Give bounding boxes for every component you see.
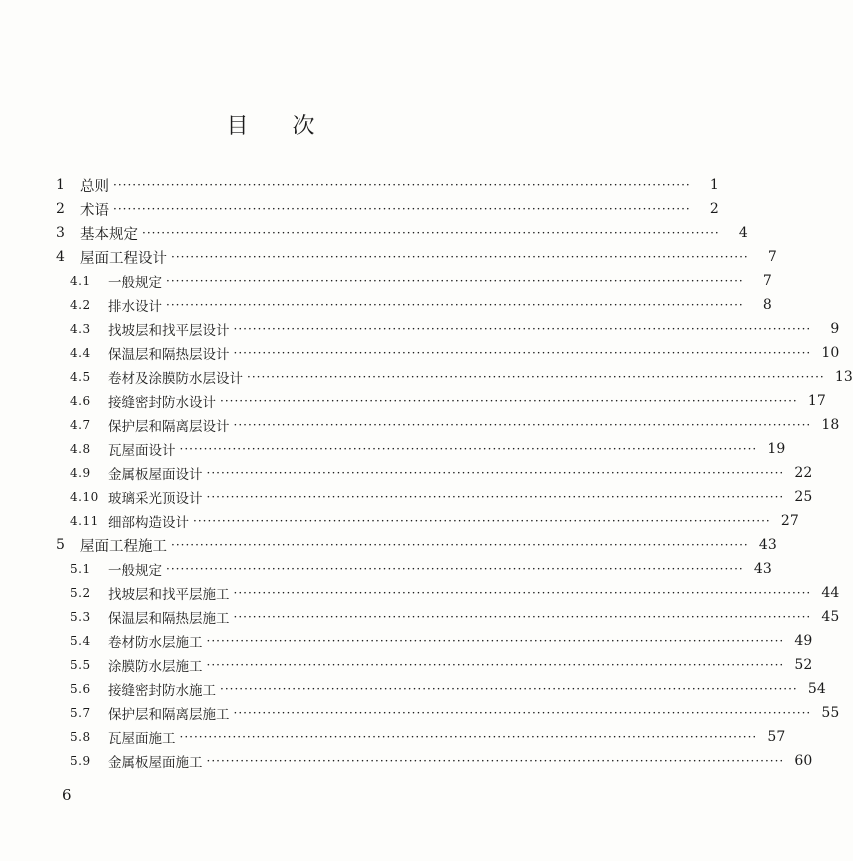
toc-entry [0,198,719,220]
toc-entry-label: 一般规定 [108,275,162,291]
toc-entry-page: 13 [834,369,853,385]
toc-leader-dots: ························································································································ [220,394,798,408]
title-char-1: 目 [226,114,249,139]
toc-entry-number: 5.7 [70,706,91,720]
toc-leader-dots: ························································································································ [206,490,785,504]
toc-entry-page: 27 [780,513,799,529]
toc-entry-number: 4.1 [70,274,91,288]
toc-leader-dots: ························································································································ [113,202,691,216]
toc-entry-page: 9 [830,321,840,337]
toc-entry [0,582,840,604]
toc-leader-dots: ························································································································ [179,442,758,456]
toc-entry-page: 57 [767,729,786,745]
toc-entry-number: 5.9 [70,754,91,768]
toc-leader-dots: ························································································································ [206,634,785,648]
toc-entry-page: 19 [767,441,786,457]
toc-entry-number: 4 [56,249,65,265]
toc-entry-label: 保温层和隔热层施工 [108,611,230,627]
toc-entry-number: 5.4 [70,634,91,648]
toc-entry-number: 5.3 [70,610,91,624]
toc-leader-dots: ························································································································ [233,418,812,432]
toc-entry-label: 细部构造设计 [108,515,189,531]
toc-entry-number: 5.1 [70,562,91,576]
toc-entry-number: 4.10 [70,490,99,504]
toc-leader-dots: ························································································································ [193,514,771,528]
toc-entry-label: 金属板屋面设计 [108,467,203,483]
toc-entry-label: 一般规定 [108,563,162,579]
toc-entry-label: 找坡层和找平层设计 [108,323,230,339]
toc-entry-page: 8 [762,297,772,313]
toc-entry [0,414,840,436]
toc-entry [0,510,799,532]
toc-entry-number: 5.8 [70,730,91,744]
toc-entry [0,726,786,748]
toc-leader-dots: ························································································································ [206,466,785,480]
toc-leader-dots: ························································································································ [247,370,825,384]
toc-entry-page: 1 [709,177,719,193]
toc-entry-number: 5.6 [70,682,91,696]
toc-entry [0,174,719,196]
toc-entry-number: 1 [56,177,65,193]
toc-entry [0,630,813,652]
toc-entry-label: 术语 [80,202,109,219]
toc-entry [0,438,786,460]
toc-entry-label: 玻璃采光顶设计 [108,491,203,507]
toc-entry-label: 瓦屋面设计 [108,443,176,459]
toc-entry-number: 4.11 [70,514,99,528]
toc-entry [0,318,840,340]
toc-entry-number: 3 [56,225,65,241]
toc-entry-number: 4.8 [70,442,91,456]
toc-entry-label: 排水设计 [108,299,162,315]
toc-entry [0,654,813,676]
toc-leader-dots: ························································································································ [233,610,812,624]
toc-entry [0,342,840,364]
toc-entry [0,558,772,580]
toc-entry-number: 4.2 [70,298,91,312]
toc-entry [0,486,813,508]
toc-entry-number: 2 [56,201,65,217]
toc-leader-dots: ························································································································ [179,730,758,744]
toc-leader-dots: ························································································································ [233,322,812,336]
toc-leader-dots: ························································································································ [166,562,744,576]
toc-entry-page: 17 [807,393,826,409]
toc-leader-dots: ························································································································ [166,298,744,312]
page-number: 6 [62,786,72,804]
toc-leader-dots: ························································································································ [206,658,785,672]
toc-leader-dots: ························································································································ [171,538,749,552]
toc-entry [0,366,853,388]
toc-entry [0,246,777,268]
toc-entry-page: 44 [821,585,840,601]
toc-entry-page: 60 [794,753,813,769]
toc-entry-number: 4.6 [70,394,91,408]
toc-entry-number: 4.4 [70,346,91,360]
toc-entry-page: 18 [821,417,840,433]
toc-entry-page: 10 [821,345,840,361]
toc-entry-label: 屋面工程施工 [80,538,167,555]
toc-entry [0,270,772,292]
toc-entry-page: 22 [794,465,813,481]
toc-entry-label: 总则 [80,178,109,195]
toc-leader-dots: ························································································································ [233,346,812,360]
toc-leader-dots: ························································································································ [233,586,812,600]
toc-entry-page: 52 [794,657,813,673]
page-title [0,112,541,142]
toc-entry-label: 卷材防水层施工 [108,635,203,651]
toc-leader-dots: ························································································································ [233,706,812,720]
toc-entry-label: 找坡层和找平层施工 [108,587,230,603]
toc-entry [0,390,826,412]
toc-leader-dots: ························································································································ [166,274,744,288]
toc-entry-page: 43 [753,561,772,577]
toc-entry-page: 54 [807,681,826,697]
toc-entry-number: 4.7 [70,418,91,432]
toc-entry [0,702,840,724]
toc-leader-dots: ························································································································ [220,682,798,696]
toc-leader-dots: ························································································································ [113,178,691,192]
toc-entry-label: 保护层和隔离层设计 [108,419,230,435]
toc-entry-number: 4.3 [70,322,91,336]
toc-entry-page: 45 [821,609,840,625]
toc-leader-dots: ························································································································ [171,250,749,264]
toc-entry [0,750,813,772]
toc-entry-page: 2 [709,201,719,217]
toc-entry [0,534,777,556]
toc-entry-number: 5.5 [70,658,91,672]
toc-entry-label: 金属板屋面施工 [108,755,203,771]
toc-entry-label: 接缝密封防水施工 [108,683,216,699]
toc-entry-page: 4 [738,225,748,241]
toc-entry-page: 49 [794,633,813,649]
title-char-2: 次 [292,114,315,139]
toc-entry-number: 4.5 [70,370,91,384]
toc-entry [0,294,772,316]
toc-entry-label: 瓦屋面施工 [108,731,176,747]
toc-entry-page: 7 [767,249,777,265]
toc-leader-dots: ························································································································ [206,754,785,768]
toc-entry-label: 涂膜防水层施工 [108,659,203,675]
toc-entry-label: 保护层和隔离层施工 [108,707,230,723]
toc-entry [0,462,813,484]
toc-entry-page: 55 [821,705,840,721]
toc-entry-number: 4.9 [70,466,91,480]
toc-entry-page: 25 [794,489,813,505]
toc-entry-label: 卷材及涂膜防水层设计 [108,371,243,387]
toc-entry-number: 5.2 [70,586,91,600]
toc-entry-label: 基本规定 [80,226,138,243]
toc-entry-page: 7 [762,273,772,289]
toc-entry-number: 5 [56,537,65,553]
toc-entry [0,222,748,244]
toc-entry [0,678,826,700]
toc-leader-dots: ························································································································ [142,226,720,240]
toc-entry [0,606,840,628]
toc-entry-page: 43 [758,537,777,553]
toc-entry-label: 屋面工程设计 [80,250,167,267]
toc-entry-label: 保温层和隔热层设计 [108,347,230,363]
toc-entry-label: 接缝密封防水设计 [108,395,216,411]
